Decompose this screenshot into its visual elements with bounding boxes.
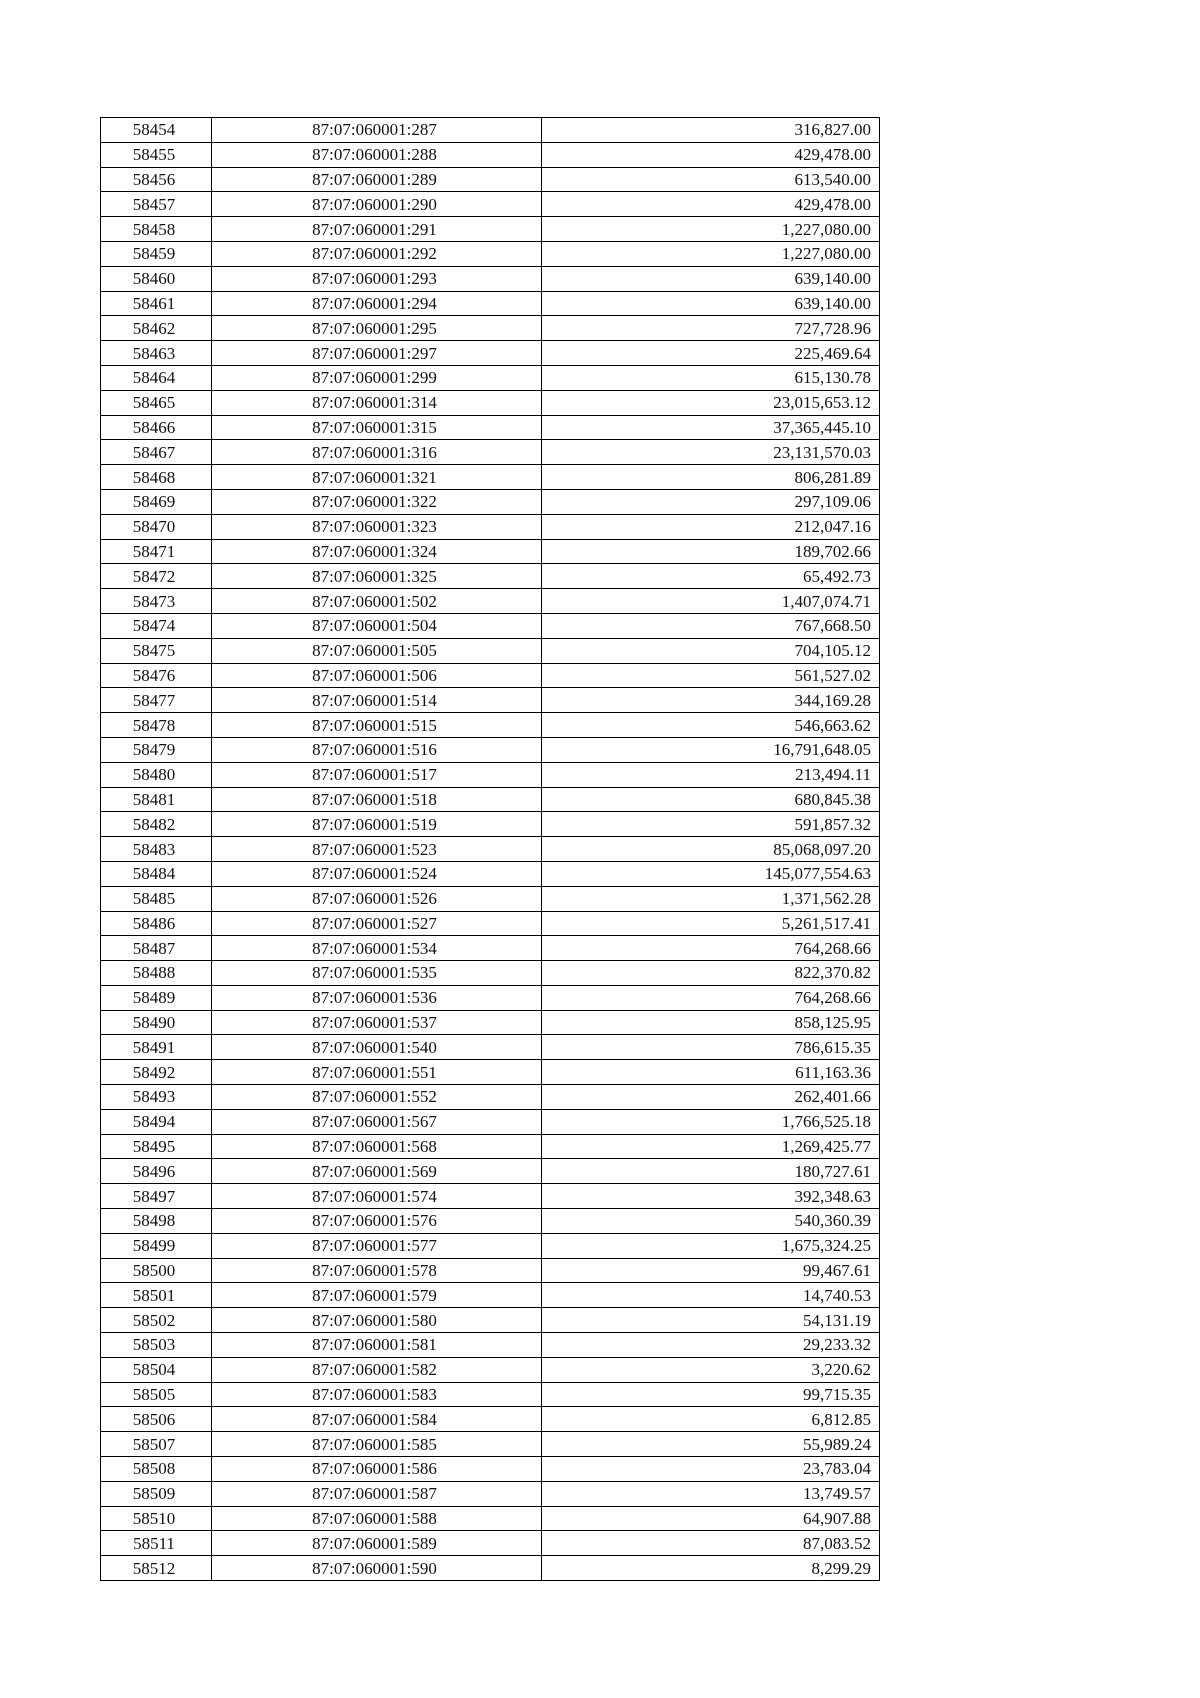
cadastral-value-cell: 704,105.12 [542,638,880,663]
row-number-cell: 58510 [101,1506,212,1531]
table-row [101,1035,880,1060]
row-number-cell: 58502 [101,1308,212,1333]
cadastral-number-cell: 87:07:060001:297 [212,341,542,366]
table-row [101,1531,880,1556]
cadastral-value-cell: 429,478.00 [542,192,880,217]
cadastral-value-cell: 213,494.11 [542,762,880,787]
cadastral-value-cell: 1,675,324.25 [542,1233,880,1258]
cadastral-number-cell: 87:07:060001:523 [212,837,542,862]
cadastral-number-cell: 87:07:060001:504 [212,613,542,638]
table-row [101,886,880,911]
table-row [101,861,880,886]
cadastral-value-cell: 429,478.00 [542,142,880,167]
row-number-cell: 58454 [101,118,212,143]
table-row [101,1407,880,1432]
table-row [101,613,880,638]
cadastral-number-cell: 87:07:060001:584 [212,1407,542,1432]
row-number-cell: 58499 [101,1233,212,1258]
table-row [101,1184,880,1209]
cadastral-value-cell: 99,715.35 [542,1382,880,1407]
cadastral-number-cell: 87:07:060001:527 [212,911,542,936]
table-row [101,142,880,167]
cadastral-number-cell: 87:07:060001:574 [212,1184,542,1209]
cadastral-number-cell: 87:07:060001:295 [212,316,542,341]
table-row [101,489,880,514]
row-number-cell: 58473 [101,589,212,614]
cadastral-number-cell: 87:07:060001:537 [212,1010,542,1035]
cadastral-number-cell: 87:07:060001:526 [212,886,542,911]
cadastral-number-cell: 87:07:060001:568 [212,1134,542,1159]
cadastral-number-cell: 87:07:060001:292 [212,241,542,266]
cadastral-number-cell: 87:07:060001:288 [212,142,542,167]
cadastral-value-cell: 1,227,080.00 [542,217,880,242]
row-number-cell: 58511 [101,1531,212,1556]
cadastral-number-cell: 87:07:060001:289 [212,167,542,192]
cadastral-value-cell: 8,299.29 [542,1556,880,1581]
cadastral-number-cell: 87:07:060001:590 [212,1556,542,1581]
table-row [101,1109,880,1134]
cadastral-value-cell: 615,130.78 [542,365,880,390]
cadastral-number-cell: 87:07:060001:316 [212,440,542,465]
cadastral-value-cell: 316,827.00 [542,118,880,143]
table-row [101,415,880,440]
cadastral-value-cell: 1,227,080.00 [542,241,880,266]
table-row [101,985,880,1010]
table-row [101,217,880,242]
row-number-cell: 58465 [101,390,212,415]
row-number-cell: 58506 [101,1407,212,1432]
table-row [101,812,880,837]
row-number-cell: 58470 [101,514,212,539]
cadastral-number-cell: 87:07:060001:578 [212,1258,542,1283]
table-row [101,118,880,143]
table-row [101,539,880,564]
table-row [101,1333,880,1358]
cadastral-value-cell: 546,663.62 [542,713,880,738]
cadastral-value-cell: 806,281.89 [542,465,880,490]
row-number-cell: 58460 [101,266,212,291]
cadastral-number-cell: 87:07:060001:586 [212,1457,542,1482]
cadastral-value-cell: 65,492.73 [542,564,880,589]
table-row [101,961,880,986]
cadastral-number-cell: 87:07:060001:536 [212,985,542,1010]
cadastral-number-cell: 87:07:060001:567 [212,1109,542,1134]
table-row [101,1308,880,1333]
row-number-cell: 58512 [101,1556,212,1581]
row-number-cell: 58484 [101,861,212,886]
row-number-cell: 58477 [101,688,212,713]
row-number-cell: 58459 [101,241,212,266]
row-number-cell: 58503 [101,1333,212,1358]
cadastral-number-cell: 87:07:060001:535 [212,961,542,986]
cadastral-value-cell: 6,812.85 [542,1407,880,1432]
cadastral-number-cell: 87:07:060001:518 [212,787,542,812]
table-row [101,1357,880,1382]
table-row [101,1233,880,1258]
row-number-cell: 58501 [101,1283,212,1308]
cadastral-value-cell: 639,140.00 [542,291,880,316]
cadastral-value-cell: 16,791,648.05 [542,737,880,762]
row-number-cell: 58472 [101,564,212,589]
cadastral-value-cell: 764,268.66 [542,985,880,1010]
cadastral-value-cell: 85,068,097.20 [542,837,880,862]
cadastral-value-cell: 99,467.61 [542,1258,880,1283]
row-number-cell: 58493 [101,1085,212,1110]
row-number-cell: 58496 [101,1159,212,1184]
cadastral-value-cell: 23,015,653.12 [542,390,880,415]
cadastral-number-cell: 87:07:060001:580 [212,1308,542,1333]
cadastral-number-cell: 87:07:060001:291 [212,217,542,242]
row-number-cell: 58478 [101,713,212,738]
cadastral-value-cell: 212,047.16 [542,514,880,539]
cadastral-value-cell: 14,740.53 [542,1283,880,1308]
cadastral-value-cell: 29,233.32 [542,1333,880,1358]
table-row [101,564,880,589]
cadastral-value-cell: 344,169.28 [542,688,880,713]
row-number-cell: 58491 [101,1035,212,1060]
table-row [101,1134,880,1159]
table-row [101,1060,880,1085]
cadastral-number-cell: 87:07:060001:287 [212,118,542,143]
cadastral-number-cell: 87:07:060001:502 [212,589,542,614]
cadastral-value-cell: 87,083.52 [542,1531,880,1556]
cadastral-value-cell: 1,269,425.77 [542,1134,880,1159]
row-number-cell: 58505 [101,1382,212,1407]
row-number-cell: 58457 [101,192,212,217]
row-number-cell: 58504 [101,1357,212,1382]
row-number-cell: 58492 [101,1060,212,1085]
cadastral-number-cell: 87:07:060001:515 [212,713,542,738]
cadastral-number-cell: 87:07:060001:569 [212,1159,542,1184]
row-number-cell: 58455 [101,142,212,167]
row-number-cell: 58466 [101,415,212,440]
row-number-cell: 58497 [101,1184,212,1209]
cadastral-value-cell: 680,845.38 [542,787,880,812]
cadastral-value-cell: 639,140.00 [542,266,880,291]
cadastral-value-cell: 189,702.66 [542,539,880,564]
cadastral-value-cell: 392,348.63 [542,1184,880,1209]
cadastral-number-cell: 87:07:060001:581 [212,1333,542,1358]
row-number-cell: 58483 [101,837,212,862]
table-row [101,787,880,812]
cadastral-value-cell: 262,401.66 [542,1085,880,1110]
table-row [101,1506,880,1531]
cadastral-value-cell: 225,469.64 [542,341,880,366]
cadastral-number-cell: 87:07:060001:294 [212,291,542,316]
row-number-cell: 58456 [101,167,212,192]
cadastral-number-cell: 87:07:060001:290 [212,192,542,217]
cadastral-number-cell: 87:07:060001:322 [212,489,542,514]
row-number-cell: 58471 [101,539,212,564]
cadastral-number-cell: 87:07:060001:293 [212,266,542,291]
table-row [101,341,880,366]
cadastral-value-cell: 64,907.88 [542,1506,880,1531]
table-row [101,440,880,465]
table-row [101,1457,880,1482]
cadastral-number-cell: 87:07:060001:576 [212,1209,542,1234]
cadastral-number-cell: 87:07:060001:505 [212,638,542,663]
cadastral-number-cell: 87:07:060001:323 [212,514,542,539]
cadastral-value-cell: 1,407,074.71 [542,589,880,614]
cadastral-number-cell: 87:07:060001:517 [212,762,542,787]
cadastral-value-cell: 611,163.36 [542,1060,880,1085]
cadastral-value-cell: 23,783.04 [542,1457,880,1482]
table-row [101,514,880,539]
table-row [101,1159,880,1184]
cadastral-number-cell: 87:07:060001:582 [212,1357,542,1382]
cadastral-number-cell: 87:07:060001:325 [212,564,542,589]
table-body [101,118,880,1581]
cadastral-number-cell: 87:07:060001:299 [212,365,542,390]
row-number-cell: 58469 [101,489,212,514]
row-number-cell: 58488 [101,961,212,986]
row-number-cell: 58490 [101,1010,212,1035]
table-row [101,911,880,936]
table-row [101,465,880,490]
table-row [101,1085,880,1110]
cadastral-value-cell: 786,615.35 [542,1035,880,1060]
table-row [101,1283,880,1308]
cadastral-value-cell: 297,109.06 [542,489,880,514]
row-number-cell: 58508 [101,1457,212,1482]
row-number-cell: 58482 [101,812,212,837]
table-row [101,663,880,688]
table-row [101,1481,880,1506]
table-row [101,1432,880,1457]
cadastral-number-cell: 87:07:060001:579 [212,1283,542,1308]
cadastral-value-cell: 727,728.96 [542,316,880,341]
cadastral-number-cell: 87:07:060001:551 [212,1060,542,1085]
cadastral-number-cell: 87:07:060001:514 [212,688,542,713]
table-row [101,1382,880,1407]
row-number-cell: 58461 [101,291,212,316]
table-row [101,167,880,192]
cadastral-value-cell: 591,857.32 [542,812,880,837]
cadastral-number-cell: 87:07:060001:583 [212,1382,542,1407]
cadastral-value-cell: 561,527.02 [542,663,880,688]
table-row [101,762,880,787]
row-number-cell: 58495 [101,1134,212,1159]
row-number-cell: 58476 [101,663,212,688]
table-row [101,688,880,713]
row-number-cell: 58489 [101,985,212,1010]
cadastral-value-cell: 145,077,554.63 [542,861,880,886]
row-number-cell: 58487 [101,936,212,961]
table-row [101,837,880,862]
table-row [101,589,880,614]
cadastral-value-cell: 822,370.82 [542,961,880,986]
table-row [101,241,880,266]
cadastral-number-cell: 87:07:060001:324 [212,539,542,564]
row-number-cell: 58485 [101,886,212,911]
table-row [101,316,880,341]
cadastral-value-cell: 37,365,445.10 [542,415,880,440]
cadastral-value-cell: 5,261,517.41 [542,911,880,936]
cadastral-value-cell: 13,749.57 [542,1481,880,1506]
row-number-cell: 58486 [101,911,212,936]
cadastral-value-cell: 3,220.62 [542,1357,880,1382]
cadastral-value-cell: 540,360.39 [542,1209,880,1234]
table-row [101,365,880,390]
row-number-cell: 58467 [101,440,212,465]
row-number-cell: 58479 [101,737,212,762]
row-number-cell: 58458 [101,217,212,242]
table-row [101,1010,880,1035]
cadastral-number-cell: 87:07:060001:321 [212,465,542,490]
row-number-cell: 58494 [101,1109,212,1134]
cadastral-number-cell: 87:07:060001:589 [212,1531,542,1556]
row-number-cell: 58500 [101,1258,212,1283]
cadastral-number-cell: 87:07:060001:506 [212,663,542,688]
table-row [101,1258,880,1283]
cadastral-number-cell: 87:07:060001:588 [212,1506,542,1531]
cadastral-value-cell: 764,268.66 [542,936,880,961]
row-number-cell: 58474 [101,613,212,638]
row-number-cell: 58498 [101,1209,212,1234]
row-number-cell: 58480 [101,762,212,787]
cadastral-value-cell: 180,727.61 [542,1159,880,1184]
row-number-cell: 58464 [101,365,212,390]
cadastral-number-cell: 87:07:060001:534 [212,936,542,961]
row-number-cell: 58468 [101,465,212,490]
row-number-cell: 58463 [101,341,212,366]
table-row [101,291,880,316]
cadastral-number-cell: 87:07:060001:577 [212,1233,542,1258]
cadastral-value-cell: 54,131.19 [542,1308,880,1333]
table-row [101,1209,880,1234]
cadastral-value-cell: 613,540.00 [542,167,880,192]
cadastral-number-cell: 87:07:060001:585 [212,1432,542,1457]
table-row [101,266,880,291]
row-number-cell: 58475 [101,638,212,663]
table-row [101,713,880,738]
cadastral-number-cell: 87:07:060001:540 [212,1035,542,1060]
cadastral-number-cell: 87:07:060001:552 [212,1085,542,1110]
row-number-cell: 58481 [101,787,212,812]
cadastral-number-cell: 87:07:060001:587 [212,1481,542,1506]
cadastral-value-cell: 23,131,570.03 [542,440,880,465]
row-number-cell: 58462 [101,316,212,341]
cadastral-value-table [100,117,880,1581]
table-row [101,936,880,961]
cadastral-number-cell: 87:07:060001:516 [212,737,542,762]
table-row [101,737,880,762]
table-row [101,192,880,217]
row-number-cell: 58507 [101,1432,212,1457]
row-number-cell: 58509 [101,1481,212,1506]
table-row [101,390,880,415]
cadastral-value-cell: 1,371,562.28 [542,886,880,911]
table-row [101,1556,880,1581]
cadastral-number-cell: 87:07:060001:315 [212,415,542,440]
cadastral-value-cell: 55,989.24 [542,1432,880,1457]
cadastral-value-cell: 767,668.50 [542,613,880,638]
cadastral-number-cell: 87:07:060001:524 [212,861,542,886]
cadastral-number-cell: 87:07:060001:519 [212,812,542,837]
table-row [101,638,880,663]
cadastral-value-cell: 858,125.95 [542,1010,880,1035]
cadastral-value-cell: 1,766,525.18 [542,1109,880,1134]
cadastral-number-cell: 87:07:060001:314 [212,390,542,415]
